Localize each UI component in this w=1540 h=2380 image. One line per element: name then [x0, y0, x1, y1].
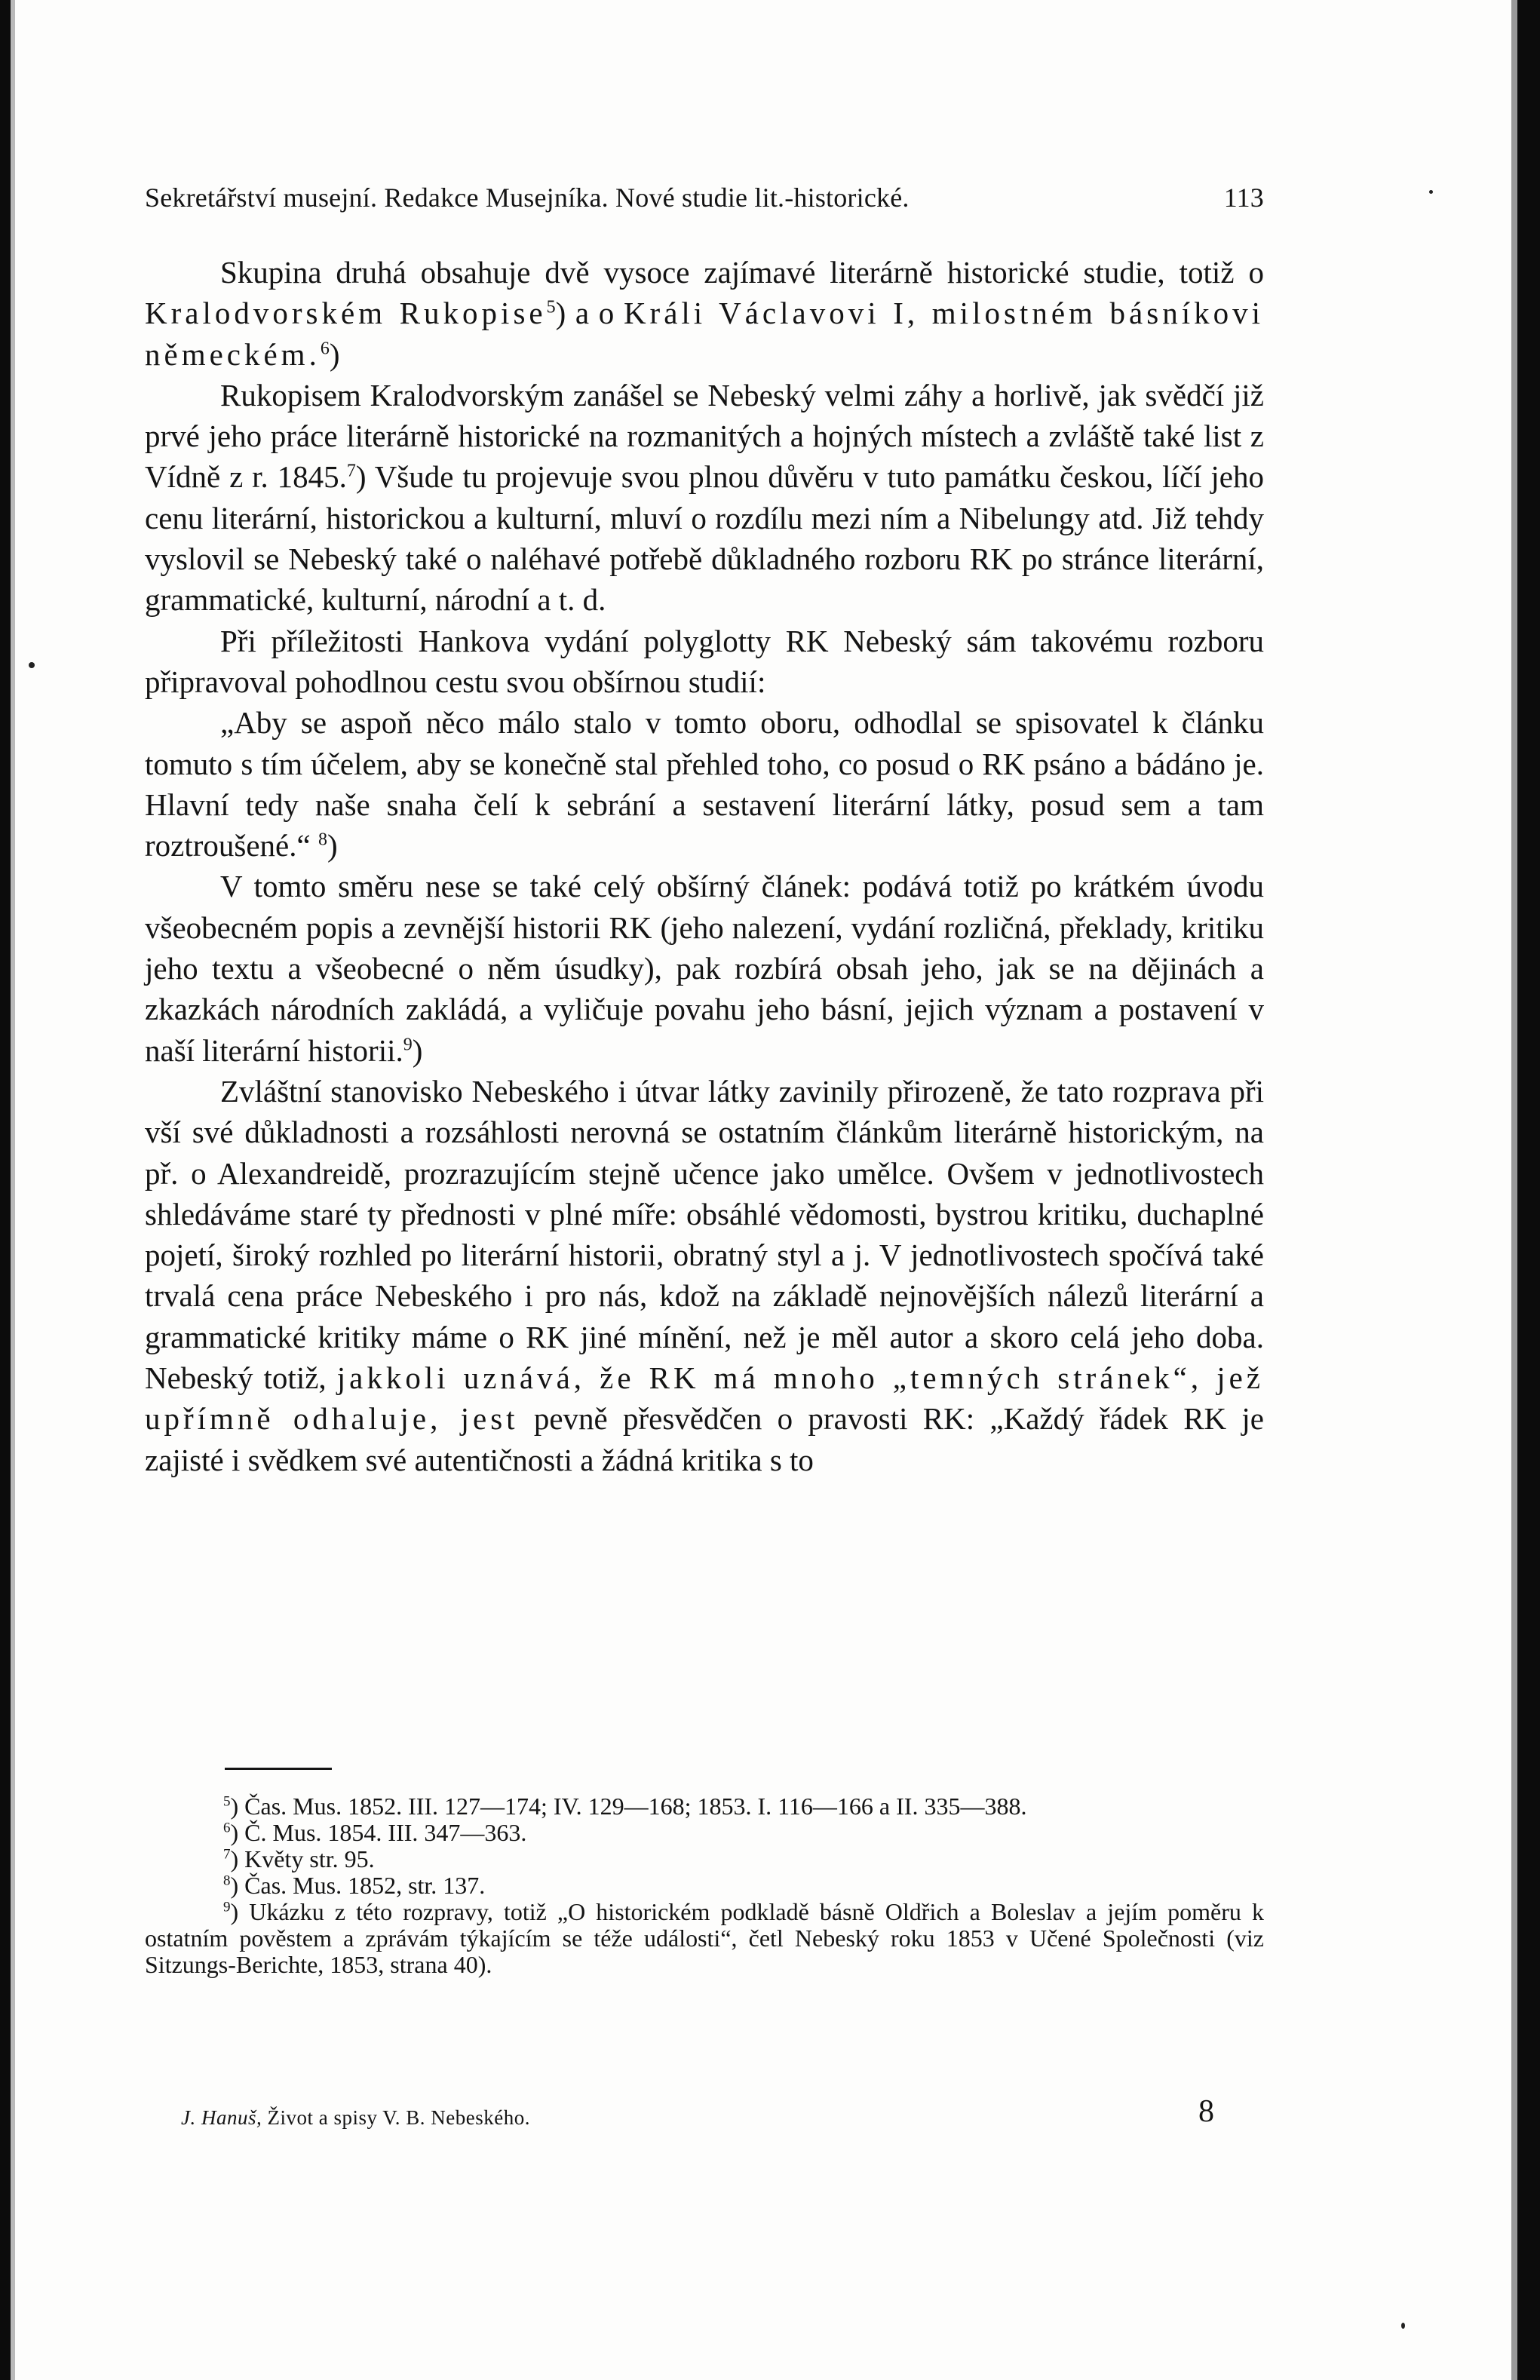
signature-book: Život a spisy V. B. Nebeského. — [262, 2106, 530, 2129]
paragraph-4-text-2: ) — [327, 828, 338, 863]
footnote-5-mark: 5 — [223, 1793, 231, 1810]
footnotes — [145, 1793, 1264, 1978]
running-head — [145, 181, 1264, 214]
main-text-block — [145, 181, 1264, 1480]
footnote-8 — [145, 1872, 1264, 1899]
paragraph-1-text-2: ) a o — [555, 296, 624, 331]
paragraph-1-spaced-title: Kralodvorském Rukopise — [145, 296, 547, 331]
footnote-5 — [145, 1793, 1264, 1820]
footnote-8-mark: 8 — [223, 1872, 231, 1889]
paragraph-1-text: Skupina druhá obsahuje dvě vysoce zajímavé literárně historické studie, totiž o — [220, 255, 1264, 290]
footnote-7-text: ) Květy str. 95. — [230, 1845, 375, 1872]
paragraph-2-text: Rukopisem Kralodvorským zanášel se Nebeský velmi záhy a horlivě, jak svědčí již prvé jeho práce literárně historické na rozmanitých a hojných místech a zvláště také list z Vídně z r. 1845. — [145, 377, 1264, 495]
paragraph-3: Při příležitosti Hankova vydání polyglotty RK Nebeský sám takovému rozboru připravoval pohodlnou cestu svou obšírnou studií: — [145, 623, 1264, 699]
paragraph-6-text: Zvláštní stanovisko Nebeského i útvar látky zavinily přirozeně, že tato rozprava při vší své důkladnosti a rozsáhlosti nerovná se ostatním článkům literárně historickým, na př. o Alexandreidě, prozrazujícím stejně učence jako umělce. Ovšem v jednotlivostech shledáváme staré ty přednosti v plné míře: obsáhlé vědomosti, bystrou kritiku, duchaplné pojetí, široký rozhled po literární historii, obratný styl a j. V jednotlivostech spočívá také trvalá cena práce Nebeského i pro nás, kdož na základě nejnovějších nálezů literární a grammatické kritiky máme o RK jiné mínění, než je měl autor a skoro celá jeho doba. Nebeský totiž, — [145, 1073, 1264, 1396]
footnote-7 — [145, 1846, 1264, 1872]
running-head-title: Sekretářství musejní. Redakce Musejníka. Nové studie lit.-historické. — [145, 182, 910, 213]
footnote-ref-5: 5 — [546, 297, 556, 317]
footnote-7-mark: 7 — [223, 1846, 231, 1863]
footnote-6 — [145, 1820, 1264, 1846]
footnote-9-mark: 9 — [223, 1899, 231, 1915]
footnote-6-text: ) Č. Mus. 1854. III. 347—363. — [230, 1819, 527, 1846]
paragraph-4-text: „Aby se aspoň něco málo stalo v tomto oboru, odhodlal se spisovatel k článku tomuto s tím účelem, aby se konečně stal přehled toho, co posud o RK psáno a bádáno je. Hlavní tedy naše snaha čelí k sebrání a sestavení literární látky, posud sem a tam roztroušené.“ — [145, 705, 1264, 863]
scan-edge-left-shadow — [11, 0, 15, 2380]
scan-speck — [29, 662, 35, 668]
sheet-number: 8 — [1198, 2094, 1214, 2129]
body-text — [145, 252, 1264, 1480]
signature-author: J. Hanuš, — [181, 2106, 262, 2129]
paragraph-2-text-2: ) Všude tu projevuje svou plnou důvěru v tuto památku českou, líčí jeho cenu literární, historickou a kulturní, mluví o rozdílu mezi ním a Nibelungy atd. Již tehdy vyslovil se Nebeský také o naléhavé potřebě důkladného rozboru RK po stránce literární, grammatické, kulturní, národní a t. d. — [145, 459, 1264, 618]
footnote-6-mark: 6 — [223, 1820, 231, 1836]
printer-signature — [181, 2093, 1252, 2130]
scan-speck — [1401, 2323, 1405, 2329]
paragraph-5 — [145, 866, 1264, 1070]
footnote-9 — [145, 1899, 1264, 1978]
footnote-5-text: ) Čas. Mus. 1852. III. 127—174; IV. 129—168; 1853. I. 116—166 a II. 335—388. — [230, 1793, 1027, 1820]
footnote-ref-6: 6 — [320, 338, 330, 358]
paragraph-2 — [145, 375, 1264, 621]
paragraph-4-quote — [145, 702, 1264, 866]
scan-edge-right-shadow — [1511, 0, 1517, 2380]
footnote-ref-7: 7 — [346, 461, 356, 481]
scan-speck — [1429, 190, 1433, 194]
paragraph-6 — [145, 1071, 1264, 1480]
footnote-8-text: ) Čas. Mus. 1852, str. 137. — [230, 1872, 486, 1899]
paragraph-1-spaced-title-2: Králi Václavovi I, milostném básníkovi německém. — [145, 296, 1264, 372]
paragraph-1 — [145, 252, 1264, 375]
footnote-9-text: ) Ukázku z této rozpravy, totiž „O historickém podkladě básně Oldřich a Boleslav a jejím poměru k ostatním pověstem a zprávám týkajícím se téže události“, četl Nebeský roku 1853 v Učené Společnosti (viz Sitzungs-Berichte, 1853, strana 40). — [145, 1898, 1264, 1978]
scan-edge-left — [0, 0, 11, 2380]
paragraph-1-text-3: ) — [329, 336, 340, 372]
footnote-ref-8: 8 — [318, 830, 327, 850]
footnote-ref-9: 9 — [403, 1034, 413, 1054]
paragraph-5-text-2: ) — [412, 1032, 423, 1068]
paragraph-5-text: V tomto směru nese se také celý obšírný článek: podává totiž po krátkém úvodu všeobecném popis a zevnější historii RK (jeho nalezení, vydání rozličná, překlady, kritiku jeho textu a všeobecné o něm úsudky), pak rozbírá obsah jeho, jak se na dějinách a zkazkách národních zakládá, a vyličuje povahu jeho básní, jejich význam a postavení v naší literární historii. — [145, 869, 1264, 1068]
scan-edge-right — [1517, 0, 1540, 2380]
paragraph-6-spaced-text: jakkoli uznává, že RK má mnoho „temných stránek“, jež upřímně odhaluje, jest — [145, 1360, 1264, 1437]
signature-text — [181, 2106, 530, 2130]
footnote-rule — [225, 1768, 332, 1770]
page-number: 113 — [1223, 182, 1264, 213]
paragraph-6-text-2: pevně přesvědčen o pravosti RK: „Každý řádek RK je zajisté i svědkem své autentičnosti a žádná kritika s to — [145, 1401, 1265, 1477]
